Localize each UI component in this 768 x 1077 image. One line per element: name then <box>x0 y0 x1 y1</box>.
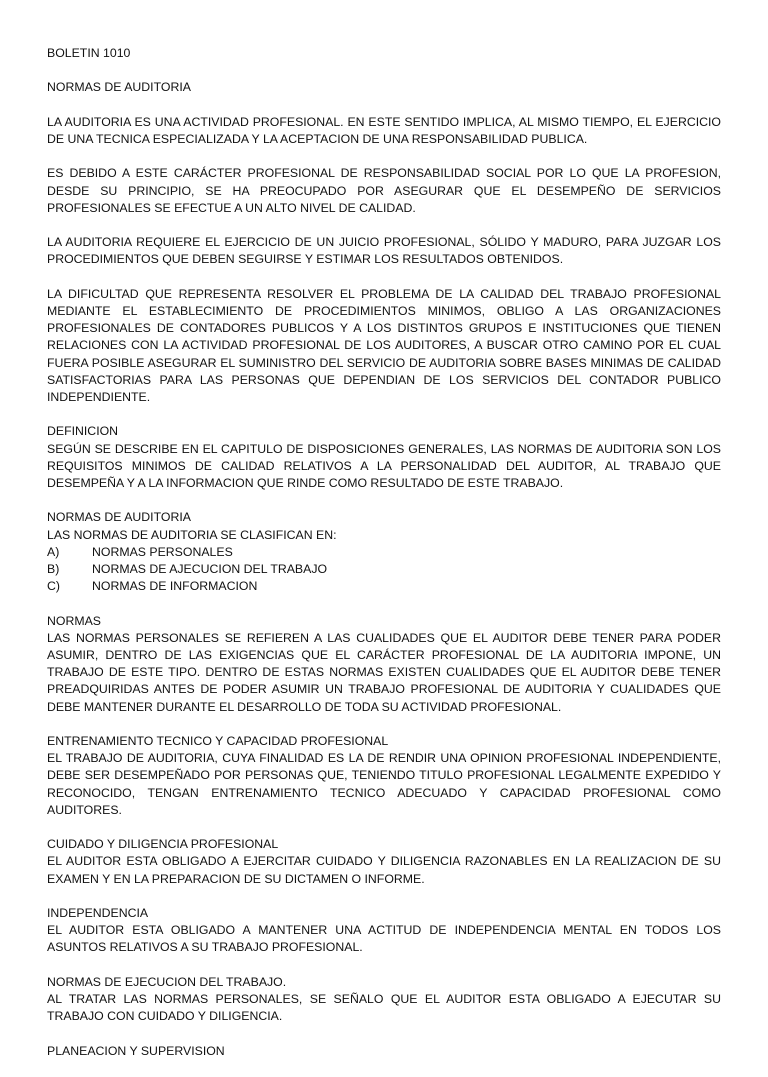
list-item-text: NORMAS DE INFORMACION <box>92 579 258 594</box>
intro-paragraph-3: LA AUDITORIA REQUIERE EL EJERCICIO DE UN JUICIO PROFESIONAL, SÓLIDO Y MADURO, PARA JUZGAR LOS PROCEDIMIENTOS QUE DEBEN SEGUIRSE Y ESTIMAR LOS RESULTADOS OBTENIDOS. <box>47 235 721 267</box>
list-item-text: NORMAS DE AJECUCION DEL TRABAJO <box>92 561 328 576</box>
list-item <box>47 578 721 595</box>
section-heading: DEFINICION <box>47 424 119 439</box>
section-heading: NORMAS DE AUDITORIA <box>47 510 191 525</box>
section-heading: NORMAS <box>47 613 101 628</box>
section-text: AL TRATAR LAS NORMAS PERSONALES, SE SEÑALO QUE EL AUDITOR ESTA OBLIGADO A EJECUTAR SU TRABAJO CON CUIDADO Y DILIGENCIA. <box>47 991 721 1024</box>
list-marker: C) <box>47 579 60 594</box>
section-text: EL AUDITOR ESTA OBLIGADO A EJERCITAR CUIDADO Y DILIGENCIA RAZONABLES EN LA REALIZACION DE SU EXAMEN Y EN LA PREPARACION DE SU DICTAMEN O INFORME. <box>47 854 721 886</box>
section-text: SEGÚN SE DESCRIBE EN EL CAPITULO DE DISPOSICIONES GENERALES, LAS NORMAS DE AUDITORIA SON LOS REQUISITOS MINIMOS DE CALIDAD RELATIVOS A LA PERSONALIDAD DEL AUDITOR, AL TRABAJO QUE DESEMPEÑA Y A LA INFORMACION QUE RINDE COMO RESULTADO DE ESTE TRABAJO. <box>47 441 721 490</box>
intro-paragraph-2: ES DEBIDO A ESTE CARÁCTER PROFESIONAL DE RESPONSABILIDAD SOCIAL POR LO QUE LA PROFESION, DESDE SU PRINCIPIO, SE HA PREOCUPADO POR ASEGURAR QUE EL DESEMPEÑO DE SERVICIOS PROFESIONALES SE EFECTUE A UN ALTO NIVEL DE CALIDAD. <box>47 166 721 215</box>
section-normas <box>47 613 721 716</box>
section-text: EL AUDITOR ESTA OBLIGADO A MANTENER UNA ACTITUD DE INDEPENDENCIA MENTAL EN TODOS LOS ASUNTOS RELATIVOS A SU TRABAJO PROFESIONAL. <box>47 923 721 955</box>
section-heading: CUIDADO Y DILIGENCIA PROFESIONAL <box>47 837 279 852</box>
classification-list <box>47 544 721 596</box>
section-heading: NORMAS DE EJECUCION DEL TRABAJO. <box>47 974 287 989</box>
document-title: BOLETIN 1010 <box>47 46 131 60</box>
section-text: EL TRABAJO DE AUDITORIA, CUYA FINALIDAD ES LA DE RENDIR UNA OPINION PROFESIONAL INDEPENDIENTE, DEBE SER DESEMPEÑADO POR PERSONAS QUE, TENIENDO TITULO PROFESIONAL LEGALMENTE EXPEDIDO Y RECONOCIDO, TENGAN ENTRENAMIENTO TECNICO ADECUADO Y CAPACIDAD PROFESIONAL COMO AUDITORES. <box>47 751 721 817</box>
list-item <box>47 561 721 578</box>
section-clasificacion <box>47 509 721 595</box>
document-page <box>47 45 721 1077</box>
list-item <box>47 544 721 561</box>
intro-paragraph-4: LA DIFICULTAD QUE REPRESENTA RESOLVER EL PROBLEMA DE LA CALIDAD DEL TRABAJO PROFESIONAL MEDIANTE EL ESTABLECIMIENTO DE PROCEDIMIENTOS MINIMOS, OBLIGO A LAS ORGANIZACIONES PROFESIONALES DE CONTADORES PUBLICOS Y A LOS DISTINTOS GRUPOS E INSTITUCIONES QUE TIENEN RELACIONES CON LA ACTIVIDAD PROFESIONAL DE LOS AUDITORES, A BUSCAR OTRO CAMINO POR EL CUAL FUERA POSIBLE ASEGURAR EL SUMINISTRO DEL SERVICIO DE AUDITORIA SOBRE BASES MINIMAS DE CALIDAD SATISFACTORIAS PARA LAS PERSONAS QUE DEPENDIAN DE LOS SERVICIOS DEL CONTADOR PUBLICO INDEPENDIENTE. <box>47 286 721 404</box>
section-independencia <box>47 905 721 957</box>
section-cuidado <box>47 836 721 888</box>
section-text: LAS NORMAS PERSONALES SE REFIEREN A LAS CUALIDADES QUE EL AUDITOR DEBE TENER PARA PODER ASUMIR, DENTRO DE LAS EXIGENCIAS QUE EL CARÁCTER PROFESIONAL DE LA AUDITORIA IMPONE, UN TRABAJO DE ESTE TIPO. DENTRO DE ESTAS NORMAS EXISTEN CUALIDADES QUE EL AUDITOR DEBE TENER PREADQUIRIDAS ANTES DE PODER ASUMIR UN TRABAJO PROFESIONAL DE AUDITORIA Y CUALIDADES QUE DEBE MANTENER DURANTE EL DESARROLLO DE TODA SU ACTIVIDAD PROFESIONAL. <box>47 630 721 714</box>
list-marker: B) <box>47 561 60 576</box>
section-definicion <box>47 423 721 492</box>
intro-paragraph-1: LA AUDITORIA ES UNA ACTIVIDAD PROFESIONAL. EN ESTE SENTIDO IMPLICA, AL MISMO TIEMPO, EL EJERCICIO DE UNA TECNICA ESPECIALIZADA Y LA ACEPTACION DE UNA RESPONSABILIDAD PUBLICA. <box>47 114 721 146</box>
list-item-text: NORMAS PERSONALES <box>92 544 233 559</box>
list-marker: A) <box>47 544 60 559</box>
section-heading: PLANEACION Y SUPERVISION <box>47 1043 225 1058</box>
document-subtitle: NORMAS DE AUDITORIA <box>47 80 191 95</box>
section-planeacion <box>47 1043 721 1060</box>
section-entrenamiento <box>47 733 721 819</box>
section-lead: LAS NORMAS DE AUDITORIA SE CLASIFICAN EN: <box>47 527 337 542</box>
section-heading: ENTRENAMIENTO TECNICO Y CAPACIDAD PROFESIONAL <box>47 733 389 748</box>
section-ejecucion <box>47 974 721 1026</box>
section-heading: INDEPENDENCIA <box>47 905 149 920</box>
